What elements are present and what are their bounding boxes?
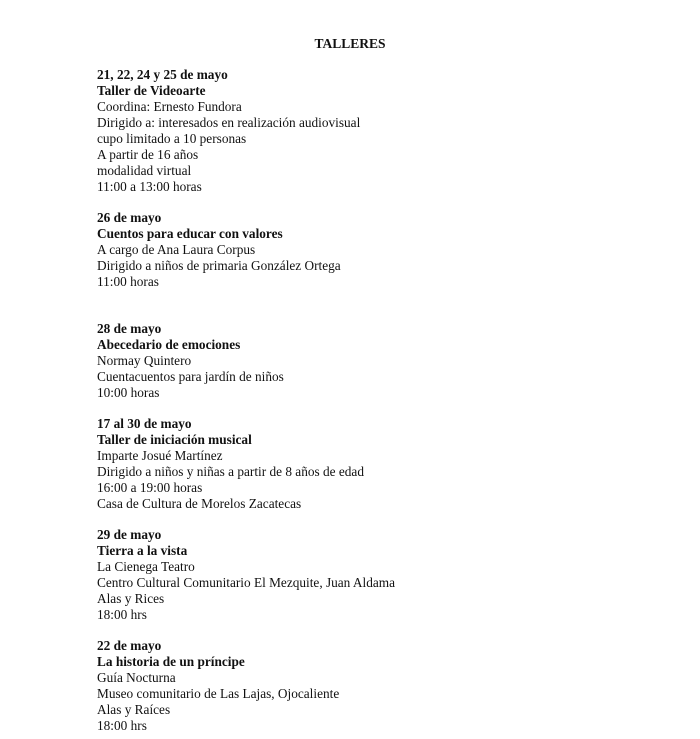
event-detail: Coordina: Ernesto Fundora [97, 99, 242, 114]
event-detail: Cuentacuentos para jardín de niños [97, 369, 284, 384]
event-block [97, 67, 677, 195]
event-detail: Dirigido a: interesados en realización audiovisual [97, 115, 361, 130]
event-detail: 11:00 a 13:00 horas [97, 179, 202, 194]
event-date: 17 al 30 de mayo [97, 416, 192, 431]
event-block [97, 321, 677, 401]
event-date: 26 de mayo [97, 210, 162, 225]
event-title: Taller de iniciación musical [97, 432, 252, 447]
event-detail: Guía Nocturna [97, 670, 176, 685]
event-block [97, 638, 677, 734]
page-title: TALLERES [314, 36, 386, 51]
event-detail: Imparte Josué Martínez [97, 448, 223, 463]
event-detail: A cargo de Ana Laura Corpus [97, 242, 256, 257]
event-detail: Normay Quintero [97, 353, 192, 368]
event-date: 21, 22, 24 y 25 de mayo [97, 67, 228, 82]
event-detail: 16:00 a 19:00 horas [97, 480, 203, 495]
event-date: 28 de mayo [97, 321, 162, 336]
event-detail: Museo comunitario de Las Lajas, Ojocaliente [97, 686, 340, 701]
event-detail: Alas y Raíces [97, 702, 171, 717]
event-title: Taller de Videoarte [97, 83, 206, 98]
event-block [97, 527, 677, 623]
event-detail: A partir de 16 años [97, 147, 199, 162]
event-detail: La Cienega Teatro [97, 559, 195, 574]
event-block [97, 210, 677, 290]
event-detail: Centro Cultural Comunitario El Mezquite, Juan Aldama [97, 575, 396, 590]
event-detail: Casa de Cultura de Morelos Zacatecas [97, 496, 302, 511]
event-detail: 18:00 hrs [97, 607, 147, 622]
event-detail: 10:00 horas [97, 385, 160, 400]
event-title: La historia de un príncipe [97, 654, 245, 669]
event-date: 22 de mayo [97, 638, 162, 653]
event-detail: 11:00 horas [97, 274, 159, 289]
event-detail: modalidad virtual [97, 163, 192, 178]
event-detail: cupo limitado a 10 personas [97, 131, 247, 146]
event-detail: Alas y Rices [97, 591, 165, 606]
event-date: 29 de mayo [97, 527, 162, 542]
event-detail: Dirigido a niños y niñas a partir de 8 años de edad [97, 464, 364, 479]
event-detail: 18:00 hrs [97, 718, 147, 733]
event-block [97, 416, 677, 512]
event-title: Abecedario de emociones [97, 337, 241, 352]
event-title: Tierra a la vista [97, 543, 188, 558]
event-detail: Dirigido a niños de primaria González Ortega [97, 258, 341, 273]
event-title: Cuentos para educar con valores [97, 226, 283, 241]
